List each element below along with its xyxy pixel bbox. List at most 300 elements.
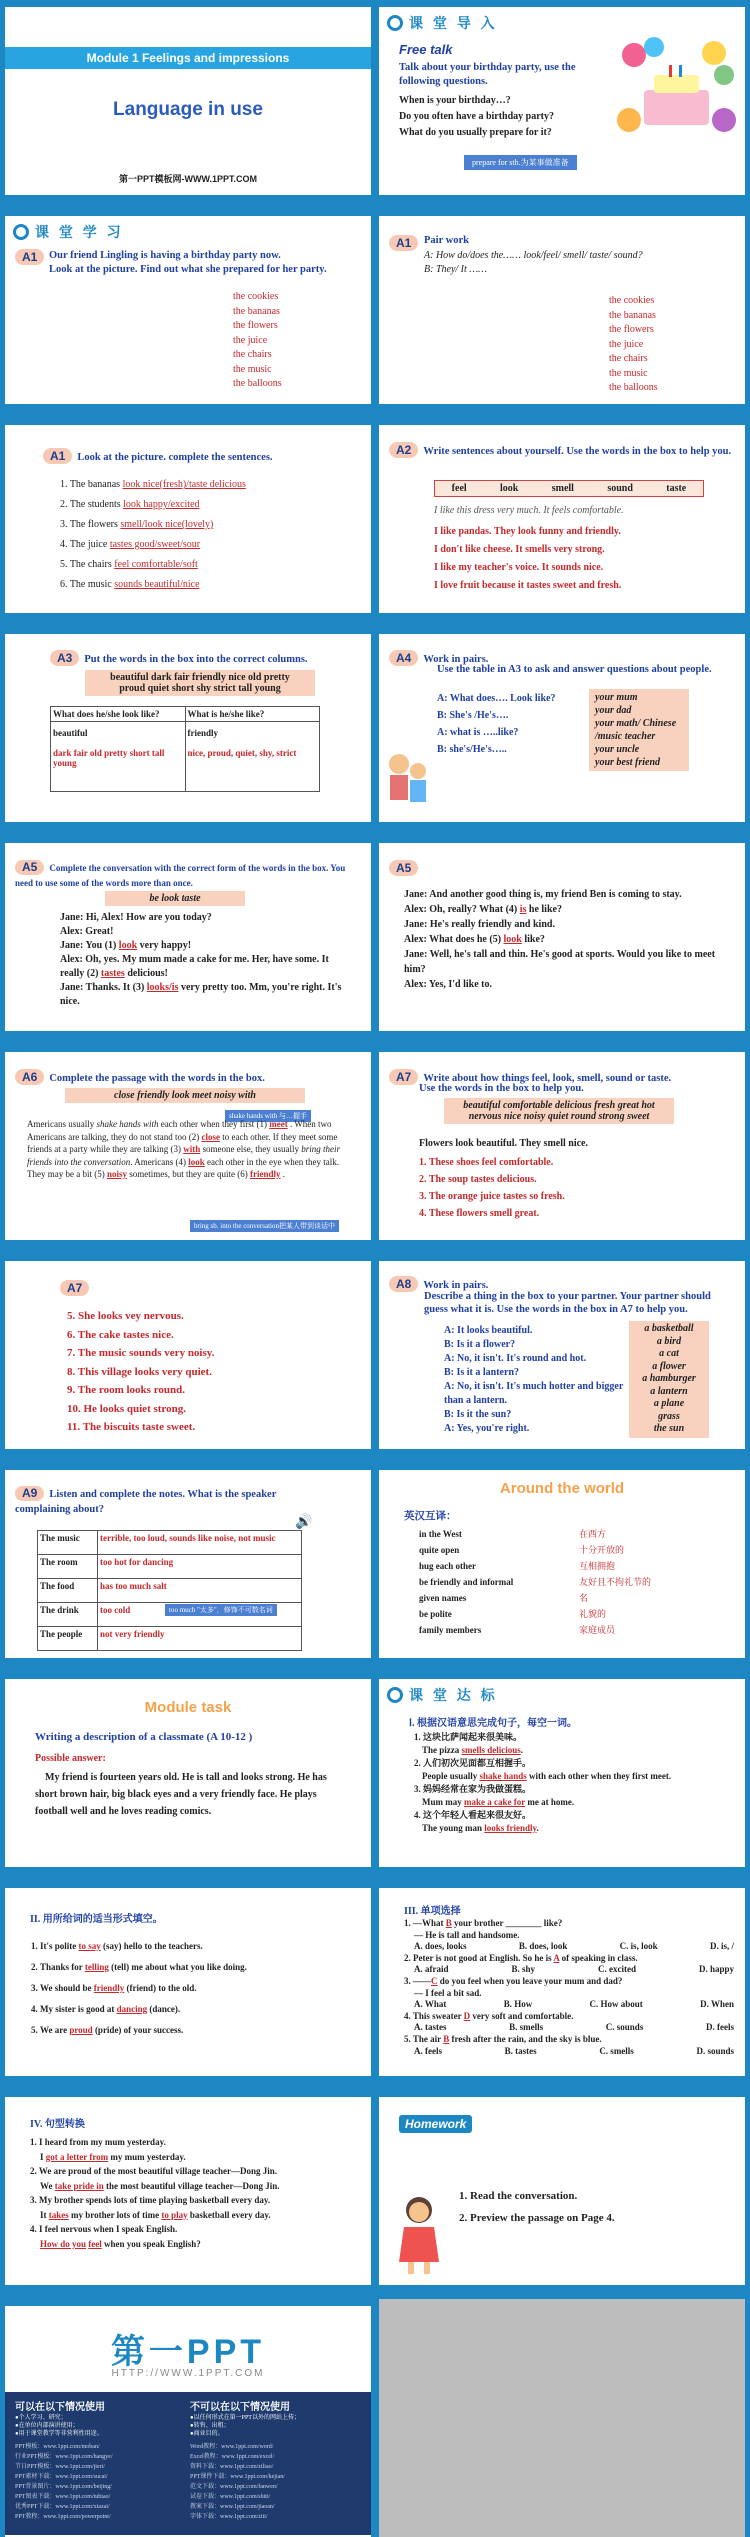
exercise-badge: A5 [389, 860, 418, 876]
conv-line [404, 902, 734, 917]
sentence-row [60, 495, 246, 515]
list-item: the chairs [233, 349, 272, 360]
columns-table [50, 706, 320, 792]
conv-line [60, 981, 350, 1009]
answer-text: My friend is fourteen years old. He is tall and looks strong. He has short brown hair, big black eyes and a very friendly face. He plays football well and he loves reading comics. [35, 1772, 327, 1817]
forbidden-list [190, 2414, 300, 2438]
terms-en [419, 1526, 513, 1638]
text: when you speak English? [104, 2238, 201, 2249]
lesson-title: Language in use [113, 99, 263, 120]
option: a plane [653, 1398, 685, 1409]
answer: 7. The music sounds very noisy. [67, 1347, 215, 1359]
mc-questions [404, 1918, 734, 2057]
answer: telling [84, 1962, 109, 1972]
answer: takes [48, 2209, 69, 2220]
a1-badge-row [15, 248, 49, 266]
row-answer: look happy/excited [123, 499, 200, 510]
note-tag: prepare for sth.为某事做准备 [464, 155, 577, 170]
allowed-header: 可以在以下情况使用 [15, 2402, 105, 2413]
cell-answer: nice, proud, quiet, shy, strict [187, 748, 297, 758]
dialogue-line: B: She's /He's…. [437, 710, 509, 721]
option[interactable]: D. is, / [709, 1941, 734, 1952]
word-box [444, 1098, 674, 1124]
row-value-text: too cold [100, 1605, 131, 1615]
list-item: the chairs [609, 353, 648, 364]
answer: looks/is [146, 982, 179, 993]
module-banner: Module 1 Feelings and impressions [5, 47, 371, 69]
link[interactable]: 教案下载：www.1ppt.com/jiaoan/ [190, 2504, 275, 2510]
example: I like this dress very much. It feels comfortable. [434, 505, 624, 516]
answers [67, 1307, 214, 1437]
item-list [609, 294, 658, 396]
row-value: too hot for dancing [98, 1555, 302, 1579]
text: (pride) of your success. [94, 2025, 184, 2035]
word-box: be look taste [105, 891, 245, 906]
question [404, 2011, 734, 2023]
option[interactable]: D. When [700, 1999, 734, 2010]
term-cn: 名 [579, 1593, 589, 1603]
dialogue-line: A: What does…. Look like? [437, 693, 556, 704]
option[interactable]: A. does, looks [414, 1941, 467, 1952]
term-en: be friendly and informal [419, 1577, 514, 1587]
rule: ●个人学习、研究； [15, 2415, 67, 2421]
dialogue-line: A: Yes, you're right. [444, 1423, 530, 1434]
slide-22-homework [379, 2090, 745, 2292]
items [414, 1731, 739, 1835]
free-talk-label: Free talk [399, 42, 453, 57]
text: We should be [40, 1983, 92, 1993]
slide-8-a4 [379, 627, 745, 829]
slide-2-lead-in [379, 0, 745, 202]
answer: 10. He looks quiet strong. [67, 1402, 186, 1415]
table-header: What does he/she look like? [51, 707, 186, 722]
option[interactable]: C. excited [597, 1964, 636, 1975]
link[interactable]: PPT图表下载：www.1ppt.com/tubiao/ [15, 2494, 111, 2500]
text: fresh after the rain, and the sky is blue. [451, 2033, 602, 2044]
term-cn: 友好且不拘礼节的 [579, 1577, 652, 1587]
links-col-2 [190, 2442, 285, 2522]
exercise-header: III. 单项选择 [404, 1906, 461, 1917]
option[interactable]: A. feels [414, 2045, 442, 2056]
conversation [60, 911, 350, 1009]
logo-text: 第一PPT [110, 2333, 266, 2371]
row-stem: 5. The chairs [60, 559, 112, 570]
option: a hamburger [642, 1373, 696, 1384]
text: . [520, 1745, 524, 1755]
row-key: The room [38, 1555, 98, 1579]
note-tag: bring sb. into the conversation把某人带到谈话中 [190, 1220, 339, 1232]
row-stem: 6. The music [60, 579, 112, 590]
option: a bird [656, 1335, 682, 1347]
exercise-badge: A1 [389, 235, 418, 251]
option[interactable]: C. smells [599, 2045, 634, 2056]
answer: look [503, 934, 522, 945]
link[interactable]: PPT背景图片：www.1ppt.com/beijing/ [15, 2484, 112, 2490]
slide-12-a7 [379, 1045, 745, 1247]
exercise-badge: A6 [15, 1069, 44, 1085]
answer: look [188, 1156, 205, 1167]
option[interactable]: B. shy [511, 1964, 535, 1975]
text: My sister is good at [40, 2004, 115, 2014]
text: he like? [528, 904, 562, 915]
text: my mum yesterday. [110, 2151, 186, 2162]
speaker-icon[interactable]: 🔊 [295, 1515, 313, 1530]
term-en: given names [419, 1593, 467, 1603]
sentence-row [60, 515, 246, 535]
text: We are [40, 2025, 68, 2035]
allowed-list [15, 2414, 103, 2438]
conv-line: Jane: Well, he's tall and thin. He's good at sports. Would you like to meet him? [404, 949, 716, 975]
instruction: Complete the conversation with the correct form of the words in the box. You need to use some of the words more than once. [15, 863, 346, 888]
answer: C [431, 1975, 438, 1986]
exercise-badge: A9 [15, 1486, 44, 1501]
link[interactable]: 节日PPT模板：www.1ppt.com/jieri/ [15, 2464, 105, 2470]
option[interactable]: D. sounds [696, 2045, 734, 2056]
options [414, 1999, 734, 2011]
answer: friendly [93, 1983, 125, 1993]
word-line: beautiful comfortable delicious fresh great hot [463, 1100, 655, 1111]
answer: friendly [249, 1169, 281, 1179]
link[interactable]: 字体下载：www.1ppt.com/ziti/ [190, 2514, 268, 2520]
ring-icon [387, 15, 403, 31]
slide-15-a9 [5, 1463, 371, 1665]
section-title [387, 13, 498, 33]
row-key: The music [38, 1531, 98, 1555]
slide-10-a5-cont [379, 836, 745, 1038]
lead-text: Talk about your birthday party, use the following questions. [399, 62, 576, 87]
item-en [422, 1744, 739, 1757]
row-value: has too much salt [98, 1579, 302, 1603]
slide-13-a7-cont [5, 1254, 371, 1456]
text: your brother ________ like? [454, 1918, 563, 1928]
item-answer [40, 2150, 365, 2165]
text: We [40, 2180, 53, 2191]
instruction: Write about how things feel, look, smell, sound or taste. [423, 1073, 672, 1084]
note-tag: too much "太多"，修饰不可数名词 [165, 1604, 277, 1616]
sentence-row [60, 555, 246, 575]
dialogue-line: B: Is it a flower? [444, 1339, 516, 1350]
option[interactable]: D. feels [705, 2022, 734, 2033]
section-title-text: 课 堂 学 习 [35, 224, 124, 240]
site-text: 第一PPT模板网-WWW.1PPT.COM [119, 174, 257, 184]
term-en: quite open [419, 1545, 460, 1555]
dialogue-line: B: she's/He's….. [437, 744, 507, 755]
questions [399, 93, 609, 141]
row-answer: look nice(fresh)/taste delicious [122, 479, 246, 490]
answer: 1. These shoes feel comfortable. [419, 1157, 554, 1168]
answer: B [443, 2033, 450, 2044]
item [40, 1978, 247, 1999]
word: look [500, 483, 519, 494]
answer: I like my teacher's voice. It sounds nice. [434, 562, 604, 573]
question: Do you often have a birthday party? [399, 111, 555, 122]
row-value: terrible, too loud, sounds like noise, not music [98, 1531, 302, 1555]
answer: dancing [116, 2004, 148, 2014]
list-item: the juice [609, 338, 644, 350]
term-cn: 礼貌的 [579, 1609, 607, 1619]
answer: 8. This village looks very quiet. [67, 1365, 212, 1378]
text: very happy! [139, 940, 192, 951]
row-answer: sounds beautiful/nice [114, 579, 200, 590]
kids-illustration-icon [384, 749, 429, 819]
text: basketball every day. [189, 2209, 271, 2220]
slide-3-a1 [5, 209, 371, 411]
exercise-badge: A4 [389, 650, 418, 666]
question-line: — He is tall and handsome. [414, 1929, 520, 1940]
option[interactable]: C. sounds [605, 2022, 644, 2033]
exercise-badge: A2 [389, 442, 418, 458]
slide-18-practice-1 [379, 1672, 745, 1874]
dialogue [437, 690, 555, 758]
slide-title: Module task [144, 1699, 232, 1716]
answer: proud [69, 2025, 93, 2035]
items [30, 2135, 365, 2251]
slide-7-a3 [5, 627, 371, 829]
dialogue-line: B: Is it the sun? [444, 1409, 512, 1420]
instruction: Look at the picture. complete the sentences. [77, 452, 273, 463]
conv-line: Jane: He's really friendly and kind. [404, 919, 555, 930]
answer: meet [269, 1119, 288, 1129]
pattern [424, 249, 643, 277]
exercise-badge: A8 [389, 1276, 418, 1292]
option: a lantern [650, 1385, 688, 1397]
list-item: the balloons [609, 382, 658, 393]
forbidden-header: 不可以在以下情况使用 [190, 2402, 290, 2413]
logo-url[interactable]: HTTP://WWW.1PPT.COM [111, 2368, 265, 2379]
exercise-header: II. 用所给词的适当形式填空。 [30, 1914, 163, 1925]
text: Jane: Thanks. It (3) [60, 982, 145, 993]
link[interactable]: 范文下载：www.1ppt.com/fanwen/ [190, 2484, 278, 2490]
slide-5-a1-sentences [5, 418, 371, 620]
homework-item: 2. Preview the passage on Page 4. [459, 2212, 615, 2224]
row-stem: 1. The bananas [60, 479, 121, 490]
option[interactable]: C. How about [589, 1999, 643, 2010]
row-stem: 4. The juice [60, 539, 108, 550]
instruction: Work in pairs. [423, 654, 489, 665]
item-en [422, 1796, 739, 1809]
text: Alex: Oh, yes. My mum made a cake for me. Her, have some. It really (2) [60, 954, 329, 979]
text: 2. Peter is not good at English. So he is [404, 1952, 552, 1963]
row-stem: 3. The flowers [60, 519, 118, 530]
link[interactable]: PPT课件下载：www.1ppt.com/kejian/ [190, 2474, 285, 2480]
link[interactable]: 资料下载：www.1ppt.com/ziliao/ [190, 2464, 274, 2470]
list-item: the balloons [233, 378, 282, 389]
girl-illustration-icon [394, 2192, 444, 2277]
answer: feel [88, 2238, 102, 2249]
answer: close [201, 1131, 220, 1142]
slide-16-around-world [379, 1463, 745, 1665]
text: delicious! [127, 968, 168, 979]
word-line: proud quiet short shy strict tall young [119, 683, 281, 694]
homework-item: 1. Read the conversation. [459, 2190, 578, 2202]
options [414, 2022, 734, 2034]
text: It [40, 2209, 47, 2220]
text: . [536, 1823, 539, 1833]
option[interactable]: B. How [503, 1999, 533, 2010]
slide-19-practice-2 [5, 1881, 371, 2083]
item-list [233, 290, 282, 392]
link[interactable]: 行业PPT模板：www.1ppt.com/hangye/ [15, 2454, 113, 2460]
section-title-text: 课 堂 达 标 [409, 1687, 498, 1703]
passage: Americans usually shake hands with each other when they first (1) meet . When two Americans are talking, they do not stand too (2) close to each other. If they meet some friends at a party while they are talking (3) with someone else, they usually bring their friends into the conversation. Americans (4) look each other in the eye when they talk. They may be a bit (5) noisy sometimes, but they are quite (6) friendly . [27, 1119, 340, 1179]
link[interactable]: PPT模板：www.1ppt.com/moban/ [15, 2444, 100, 2450]
sentence-row [60, 535, 246, 555]
answer: take pride in [54, 2180, 104, 2191]
instructions [49, 249, 327, 277]
answer: D [463, 2010, 471, 2021]
answer: I like pandas. They look funny and friendly. [434, 526, 621, 537]
ring-icon [387, 1687, 403, 1703]
text: 1. —What [404, 1918, 444, 1928]
row-answer: tastes good/sweet/sour [109, 539, 201, 550]
instruction-2: Use the table in A3 to ask and answer questions about people. [437, 664, 712, 675]
slide-21-practice-4 [5, 2090, 371, 2292]
exercise-badge: A5 [15, 860, 44, 875]
answer: shake hands [479, 1771, 527, 1781]
answer: How do you [40, 2238, 87, 2249]
rule: ●用于课堂教学等非营利性用途。 [15, 2431, 103, 2437]
list-item: the cookies [233, 291, 279, 302]
instruction-2: Describe a thing in the box to your partner. Your partner should guess what it is. Use the words in the box in A7 to help you. [424, 1291, 711, 1315]
answers [419, 1154, 565, 1222]
term-cn: 在西方 [579, 1529, 607, 1539]
text: It's polite [40, 1941, 77, 1951]
text: Alex: Oh, really? What (4) [404, 904, 518, 915]
link[interactable]: 试卷下载：www.1ppt.com/shiti/ [190, 2494, 271, 2500]
item-answer [40, 2237, 365, 2252]
item-cn: 1. 这块比萨闻起来很美味。 [414, 1732, 523, 1742]
subtitle: 英汉互译： [404, 1511, 457, 1522]
link[interactable]: PPT教程：www.1ppt.com/powerpoint/ [15, 2514, 111, 2520]
option: your best friend [595, 757, 660, 768]
sentence-row [60, 575, 246, 595]
item-prompt: 2. We are proud of the most beautiful village teacher—Dong Jin. [30, 2166, 277, 2176]
row-answer: feel comfortable/soft [114, 559, 198, 570]
option[interactable]: A. tastes [414, 2022, 447, 2033]
option[interactable]: A. afraid [414, 1964, 449, 1975]
option: your uncle [595, 744, 640, 755]
word-box: close friendly look meet noisy with [65, 1088, 305, 1103]
slide-20-practice-3 [379, 1881, 745, 2083]
usage-panel [5, 2392, 371, 2535]
item-cn: 3. 妈妈经常在家为我做蛋糕。 [414, 1784, 532, 1794]
slide-title: Around the world [499, 1480, 625, 1497]
table-cell [51, 722, 186, 792]
conversation [404, 887, 734, 992]
question [404, 1953, 734, 1965]
item-prompt: 4. I feel nervous when I speak English. [30, 2224, 178, 2234]
table-header: What is he/she like? [185, 707, 320, 722]
rule: ●在单位内部演讲使用； [15, 2423, 79, 2429]
item-prompt: 3. My brother spends lots of time playing basketball every day. [30, 2195, 271, 2205]
text: like? [524, 934, 545, 945]
link[interactable]: 优秀PPT下载：www.1ppt.com/xiazai/ [15, 2504, 110, 2510]
answer: 4. These flowers smell great. [419, 1208, 540, 1219]
item-en [422, 1822, 739, 1835]
option[interactable]: B. does, look [518, 1941, 568, 1952]
answer: A [553, 1952, 560, 1963]
item-cn: 4. 这个年轻人看起来很友好。 [414, 1810, 532, 1820]
options-box [589, 689, 689, 771]
exercise-badge: A1 [15, 249, 44, 265]
option[interactable]: B. smells [509, 2022, 544, 2033]
dialogue [444, 1324, 624, 1436]
row-key: The people [38, 1627, 98, 1651]
question [404, 1918, 734, 1930]
text: (tell) me about what you like doing. [111, 1962, 247, 1972]
slide-24-blank [379, 2299, 745, 2537]
homework-label: Homework [399, 2115, 472, 2133]
rule: ●商业目的。 [190, 2431, 224, 2437]
row-key: The food [38, 1579, 98, 1603]
text: Mum may [422, 1797, 462, 1807]
option[interactable]: A. What [414, 1999, 447, 2010]
slide-23-footer [5, 2299, 371, 2537]
options-box [629, 1321, 709, 1438]
exercise-badge: A3 [50, 650, 79, 666]
word-line: nervous nice noisy quiet round strong sweet [468, 1111, 650, 1122]
items [40, 1936, 247, 2041]
answer: looks friendly [484, 1823, 537, 1833]
text: do you feel when you leave your mum and dad? [439, 1975, 623, 1986]
item [40, 1999, 247, 2020]
row-value: not very friendly [98, 1627, 302, 1651]
instruction: Work in pairs. [423, 1280, 489, 1291]
answer: 6. The cake tastes nice. [67, 1328, 174, 1341]
slide-1-title [5, 0, 371, 202]
text: The pizza [422, 1745, 460, 1755]
option: your mum [595, 692, 638, 703]
link[interactable]: Excel教程：www.1ppt.com/excel/ [190, 2454, 275, 2460]
option[interactable]: D. happy [698, 1964, 734, 1975]
options [414, 2046, 734, 2058]
text: with each other when they first meet. [529, 1771, 672, 1781]
answer: 3. The orange juice tastes so fresh. [419, 1191, 565, 1202]
text: The young man [422, 1823, 483, 1833]
question-line: — I feel a bit sad. [414, 1987, 482, 1998]
options [414, 1964, 734, 1976]
rule: ●以任何形式在第一PPT以外的网站上传； [190, 2415, 300, 2421]
word-box [434, 480, 704, 497]
term-en: hug each other [419, 1561, 476, 1571]
word-box [85, 670, 315, 696]
answer: got a letter from [45, 2151, 109, 2162]
text: (dance). [149, 2004, 181, 2014]
list-item: the bananas [609, 309, 656, 321]
item-cn: 2. 人们初次见面都互相握手。 [414, 1758, 532, 1768]
row-key: The drink [38, 1603, 98, 1627]
question [404, 1976, 734, 1988]
link[interactable]: Word教程：www.1ppt.com/word/ [190, 2444, 274, 2450]
text: (say) hello to the teachers. [103, 1941, 203, 1951]
link[interactable]: PPT素材下载：www.1ppt.com/sucai/ [15, 2474, 108, 2480]
sentence-row [60, 475, 246, 495]
answers [434, 523, 621, 595]
list-item: the juice [233, 334, 268, 346]
possible-answer-label: Possible answer: [35, 1753, 106, 1764]
dialogue-line: A: No, it isn't. It's round and hot. [444, 1353, 587, 1364]
option: grass [658, 1410, 680, 1422]
text: of speaking in class. [561, 1952, 638, 1963]
slide-6-a2 [379, 418, 745, 620]
option[interactable]: B. tastes [504, 2045, 537, 2056]
word: smell [551, 483, 574, 494]
text: Alex: What does he (5) [404, 934, 502, 945]
question [404, 2034, 734, 2046]
option[interactable]: C. is, look [619, 1941, 658, 1952]
text: 4. This sweater [404, 2010, 462, 2021]
text: Thanks for [40, 1962, 83, 1972]
